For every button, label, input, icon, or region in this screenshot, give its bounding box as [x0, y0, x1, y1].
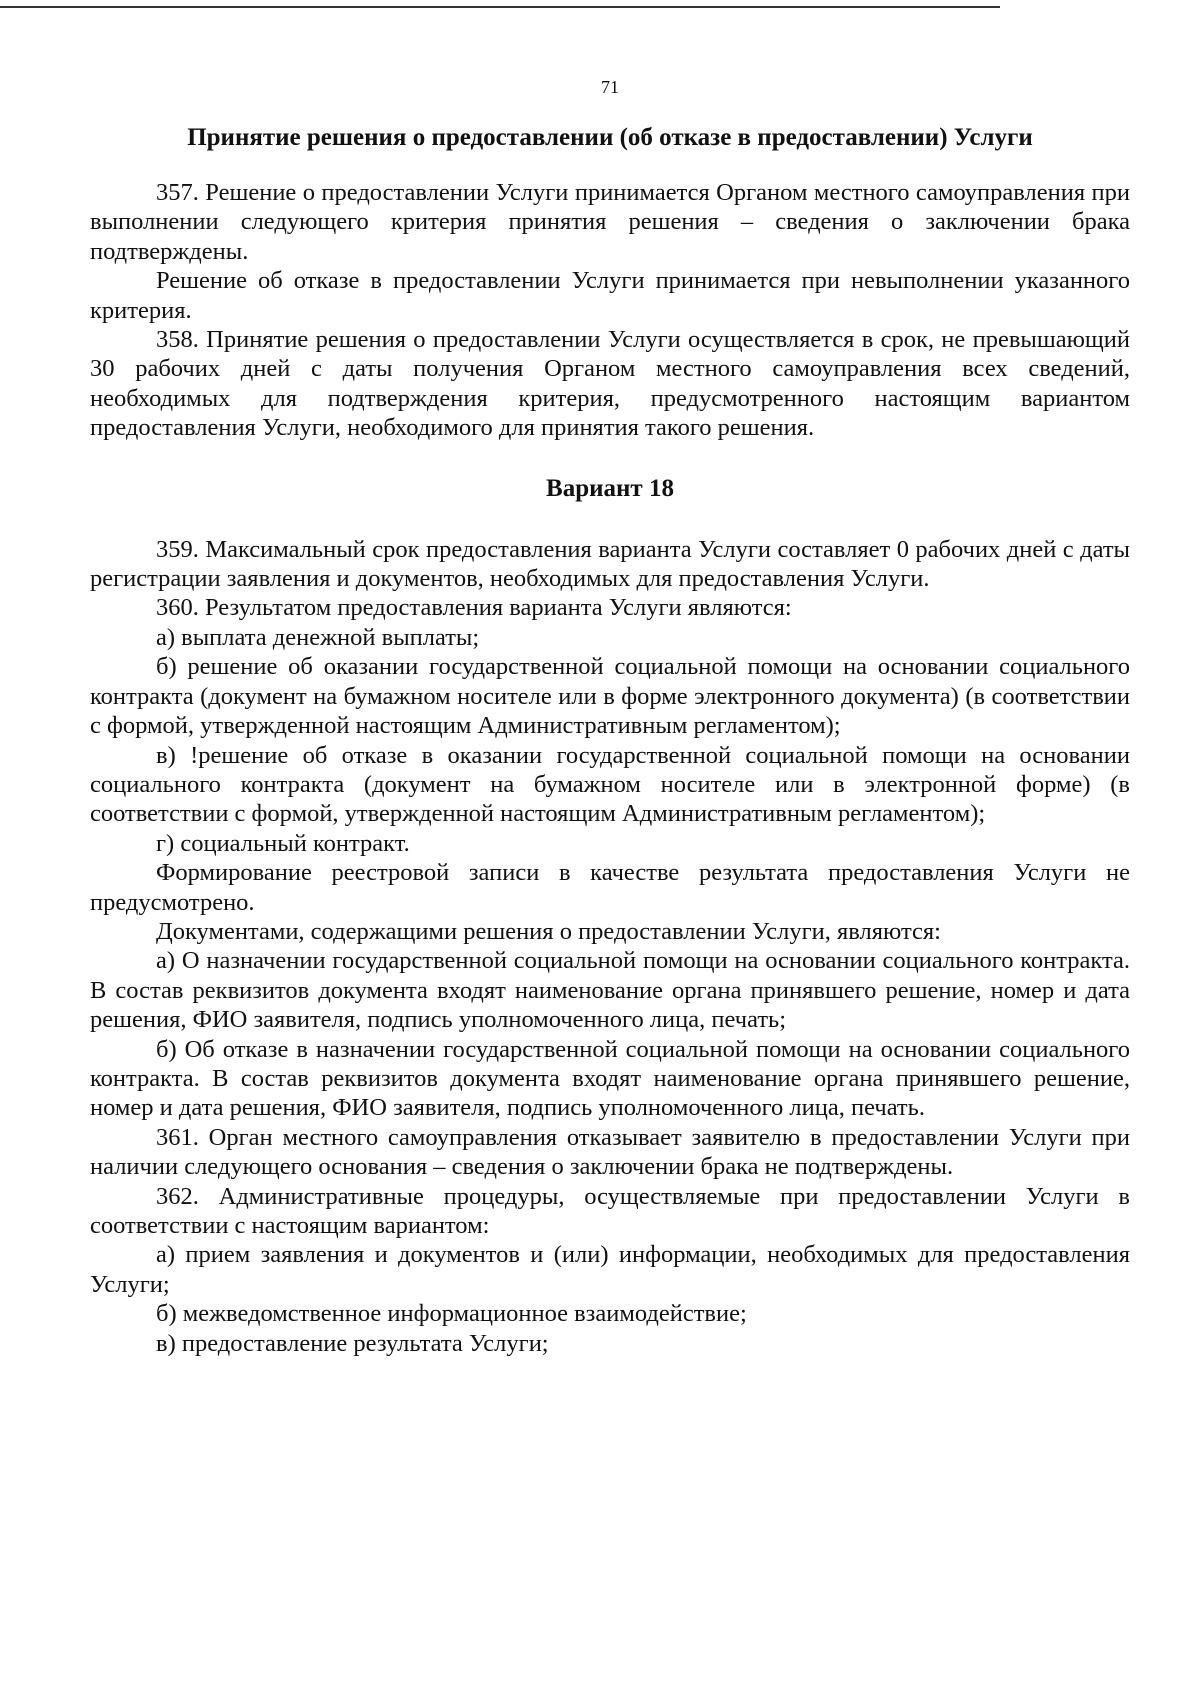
paragraph-360: 360. Результатом предоставления варианта Услуги являются:	[156, 594, 792, 622]
document-page	[90, 72, 1130, 1358]
list-item-360-a: а) выплата денежной выплаты;	[156, 623, 480, 651]
list-item-360-b: б) решение об оказании государственной социальной помощи на основании социального контракта (документ на бумажном носителе или в форме электронного документа) (в соответствии с формой, утвержденной настоящим Административным регламентом);	[90, 653, 1130, 740]
section-decision-body	[90, 178, 1130, 443]
list-item-362-a: а) прием заявления и документов и (или) информации, необходимых для предоставления Услуги;	[90, 1241, 1130, 1298]
variant-heading: Вариант 18	[546, 474, 674, 502]
scan-top-rule	[0, 6, 1000, 8]
list-item-360-g: г) социальный контракт.	[156, 829, 410, 857]
list-item-362-v: в) предоставление результата Услуги;	[156, 1329, 549, 1357]
page-number: 71	[601, 77, 619, 97]
section-variant-body	[90, 535, 1130, 1358]
paragraph-registry-record: Формирование реестровой записи в качестве результата предоставления Услуги не предусмотрено.	[90, 859, 1130, 916]
list-item-documents-a: а) О назначении государственной социальной помощи на основании социального контракта. В состав реквизитов документа входят наименование органа принявшего решение, номер и дата решения, ФИО заявителя, подпись уполномоченного лица, печать;	[90, 947, 1130, 1034]
paragraph-359: 359. Максимальный срок предоставления варианта Услуги составляет 0 рабочих дней с даты регистрации заявления и документов, необходимых для предоставления Услуги.	[90, 535, 1130, 593]
paragraph-362: 362. Административные процедуры, осуществляемые при предоставлении Услуги в соответствии с настоящим вариантом:	[90, 1182, 1130, 1239]
paragraph-decision-documents: Документами, содержащими решения о предоставлении Услуги, являются:	[156, 917, 941, 945]
paragraph-357: 357. Решение о предоставлении Услуги принимается Органом местного самоуправления при выполнении следующего критерия принятия решения – сведения о заключении брака подтверждены.	[90, 179, 1130, 265]
paragraph-361: 361. Орган местного самоуправления отказывает заявителю в предоставлении Услуги при наличии следующего основания – сведения о заключении брака не подтверждены.	[90, 1123, 1130, 1181]
list-item-360-v: в) !решение об отказе в оказании государственной социальной помощи на основании социального контракта (документ на бумажном носителе или в электронной форме) (в соответствии с формой, утвержденной настоящим Административным регламентом);	[90, 741, 1130, 828]
paragraph-refusal-criterion: Решение об отказе в предоставлении Услуги принимается при невыполнении указанного критерия.	[90, 267, 1130, 324]
list-item-documents-b: б) Об отказе в назначении государственной социальной помощи на основании социального контракта. В состав реквизитов документа входят наименование органа принявшего решение, номер и дата решения, ФИО заявителя, подпись уполномоченного лица, печать.	[90, 1035, 1130, 1122]
paragraph-358: 358. Принятие решения о предоставлении Услуги осуществляется в срок, не превышающий 30 рабочих дней с даты получения Органом местного самоуправления всех сведений, необходимых для подтверждения критерия, предусмотренного настоящим вариантом предоставления Услуги, необходимого для принятия такого решения.	[90, 326, 1130, 442]
list-item-362-b: б) межведомственное информационное взаимодействие;	[156, 1300, 747, 1328]
section-heading-decision: Принятие решения о предоставлении (об отказе в предоставлении) Услуги	[187, 124, 1033, 151]
